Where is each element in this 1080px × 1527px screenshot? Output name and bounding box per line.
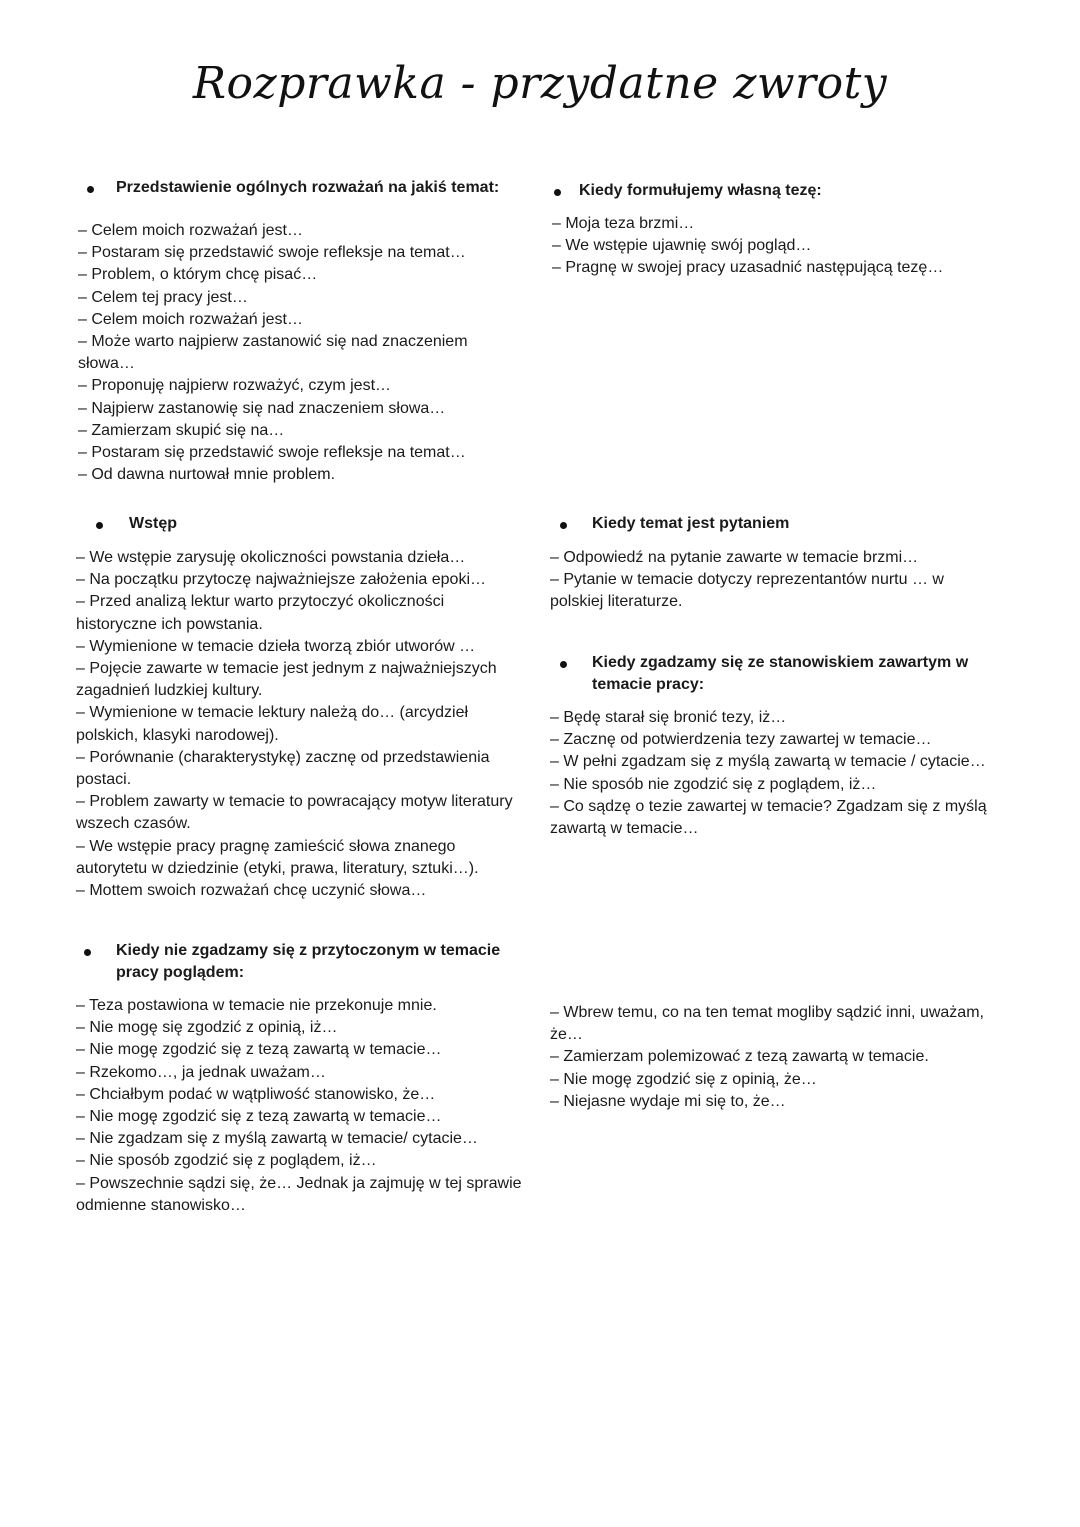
phrase-item: – Może warto najpierw zastanowić się nad znaczeniem słowa…	[78, 333, 468, 373]
phrase-list	[550, 1002, 1010, 1113]
phrase-item: – Moja teza brzmi…	[552, 215, 695, 232]
phrase-list	[76, 547, 526, 902]
section-heading	[78, 177, 518, 199]
section-heading-text: Przedstawienie ogólnych rozważań na jakiś temat:	[116, 179, 500, 196]
section-heading-text: Wstęp	[129, 515, 177, 532]
phrase-item: – Przed analizą lektur warto przytoczyć okoliczności historyczne ich powstania.	[76, 593, 445, 633]
phrase-item: – Na początku przytoczę najważniejsze założenia epoki…	[76, 571, 486, 589]
phrase-item: – Nie sposób zgodzić się z poglądem, iż…	[76, 1152, 377, 1170]
phrase-item: – Zamierzam skupić się na…	[78, 421, 285, 439]
phrase-item: – Mottem swoich rozważań chcę uczynić słowa…	[76, 882, 427, 900]
phrase-item: – Nie sposób nie zgodzić się z poglądem, iż…	[550, 775, 877, 793]
phrase-item: – Odpowiedź na pytanie zawarte w temacie brzmi…	[550, 549, 919, 566]
section-heading-text: Kiedy zgadzamy się ze stanowiskiem zawartym w temacie pracy:	[592, 654, 969, 693]
phrase-item: – Pragnę w swojej pracy uzasadnić następującą tezę…	[552, 259, 944, 277]
phrase-item: – Proponuję najpierw rozważyć, czym jest…	[78, 377, 392, 395]
phrase-list	[78, 220, 518, 486]
phrase-list	[550, 707, 1005, 840]
bullet-icon	[560, 661, 567, 668]
phrase-item: – Pojęcie zawarte w temacie jest jednym z najważniejszych zagadnień ludzkiej kultury.	[76, 660, 497, 700]
phrase-item: – Postaram się przedstawić swoje refleksje na temat…	[78, 244, 466, 262]
phrase-item: – Zacznę od potwierdzenia tezy zawartej w temacie…	[550, 731, 932, 749]
phrase-item: – Nie mogę zgodzić się z tezą zawartą w temacie…	[76, 1108, 442, 1126]
section-disagree	[76, 940, 536, 1217]
phrase-list	[552, 213, 982, 280]
section-general-reflections	[78, 177, 518, 486]
phrase-item: – Celem tej pracy jest…	[78, 288, 248, 306]
section-heading	[550, 513, 980, 535]
phrase-item: – Nie mogę się zgodzić z opinią, iż…	[76, 1019, 338, 1037]
phrase-item: – Porównanie (charakterystykę) zacznę od przedstawienia postaci.	[76, 748, 490, 789]
bullet-icon	[87, 186, 94, 193]
phrase-item: – We wstępie ujawnię swój pogląd…	[552, 237, 812, 255]
section-heading	[550, 652, 1005, 696]
phrase-item: – Problem, o którym chcę pisać…	[78, 266, 318, 284]
bullet-icon	[84, 949, 91, 956]
phrase-item: – Chciałbym podać w wątpliwość stanowisko, że…	[76, 1085, 436, 1103]
section-heading-text: Kiedy nie zgadzamy się z przytoczonym w temacie pracy poglądem:	[116, 942, 501, 981]
phrase-item: – Powszechnie sądzi się, że… Jednak ja zajmuję w tej sprawie odmienne stanowisko…	[76, 1174, 522, 1214]
section-heading	[76, 513, 526, 535]
section-agree	[550, 652, 1005, 840]
phrase-item: – Nie zgadzam się z myślą zawartą w temacie/ cytacie…	[76, 1130, 478, 1148]
phrase-item: – Celem moich rozważań jest…	[78, 310, 303, 328]
phrase-item: – Wymienione w temacie lektury należą do… (arcydzieł polskich, klasyki narodowej).	[76, 704, 469, 744]
phrase-item: – Problem zawarty w temacie to powracający motyw literatury wszech czasów.	[76, 793, 513, 833]
phrase-item: – Od dawna nurtował mnie problem.	[78, 466, 336, 484]
section-introduction	[76, 513, 526, 902]
section-heading	[552, 180, 982, 202]
phrase-item: – Pytanie w temacie dotyczy reprezentantów nurtu … w polskiej literaturze.	[550, 571, 944, 611]
phrase-list	[76, 995, 536, 1217]
phrase-item: – W pełni zgadzam się z myślą zawartą w temacie / cytacie…	[550, 753, 986, 771]
section-heading-text: Kiedy temat jest pytaniem	[592, 515, 790, 532]
section-topic-question	[550, 513, 980, 614]
section-own-thesis	[552, 180, 982, 280]
phrase-list	[550, 547, 980, 614]
phrase-item: – We wstępie zarysuję okoliczności powstania dzieła…	[76, 549, 466, 566]
phrase-item: – Co sądzę o tezie zawartej w temacie? Zgadzam się z myślą zawartą w temacie…	[550, 797, 987, 838]
section-disagree-continued	[550, 1002, 1010, 1113]
phrase-item: – Rzekomo…, ja jednak uważam…	[76, 1063, 326, 1081]
bullet-icon	[560, 522, 567, 529]
phrase-item: – Teza postawiona w temacie nie przekonuje mnie.	[76, 997, 437, 1014]
phrase-item: – Niejasne wydaje mi się to, że…	[550, 1092, 786, 1110]
phrase-item: – Postaram się przedstawić swoje refleksje na temat…	[78, 444, 466, 462]
phrase-item: – Wymienione w temacie dzieła tworzą zbiór utworów …	[76, 637, 476, 655]
phrase-item: – Celem moich rozważań jest…	[78, 222, 303, 239]
phrase-item: – Nie mogę zgodzić się z opinią, że…	[550, 1070, 817, 1088]
section-heading-text: Kiedy formułujemy własną tezę:	[579, 182, 822, 199]
phrase-item: – Będę starał się bronić tezy, iż…	[550, 709, 787, 726]
bullet-icon	[554, 189, 561, 196]
phrase-item: – We wstępie pracy pragnę zamieścić słowa znanego autorytetu w dziedzinie (etyki, prawa, literatury, sztuki…).	[76, 837, 479, 877]
bullet-icon	[96, 522, 103, 529]
phrase-item: – Zamierzam polemizować z tezą zawartą w temacie.	[550, 1048, 929, 1066]
page-title: Rozprawka - przydatne zwroty	[192, 58, 888, 109]
phrase-item: – Nie mogę zgodzić się z tezą zawartą w temacie…	[76, 1041, 442, 1059]
section-heading	[76, 940, 536, 984]
phrase-item: – Najpierw zastanowię się nad znaczeniem słowa…	[78, 399, 446, 417]
phrase-item: – Wbrew temu, co na ten temat mogliby sądzić inni, uważam, że…	[550, 1004, 984, 1044]
